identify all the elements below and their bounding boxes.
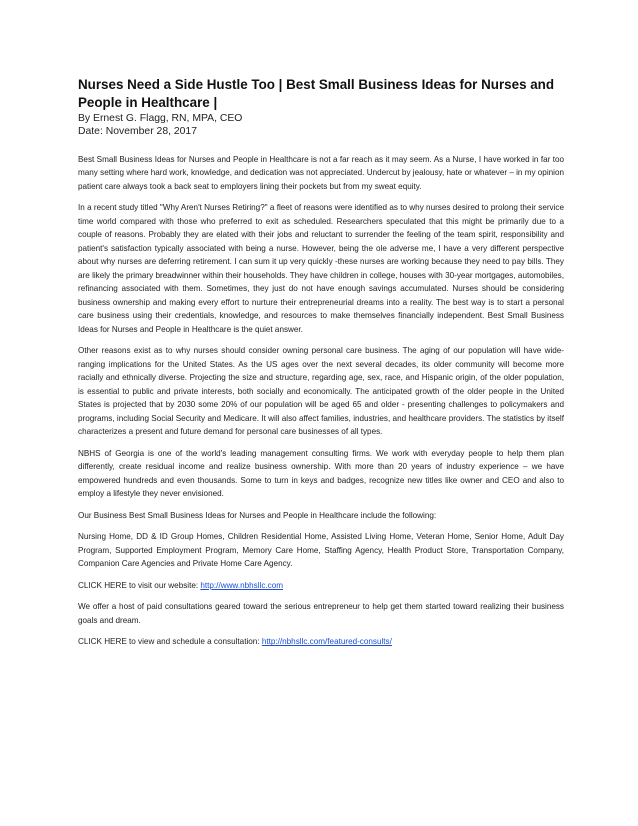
author-line: By Ernest G. Flagg, RN, MPA, CEO bbox=[78, 113, 243, 124]
consult-prefix: CLICK HERE to view and schedule a consultation: bbox=[78, 637, 262, 647]
paragraph-list-intro: Our Business Best Small Business Ideas for Nurses and People in Healthcare include the following: bbox=[78, 510, 437, 520]
website-prefix: CLICK HERE to visit our website: bbox=[78, 580, 201, 590]
website-link[interactable]: http://www.nbhsllc.com bbox=[200, 580, 284, 590]
website-line bbox=[78, 579, 564, 593]
document-page bbox=[78, 76, 564, 657]
byline bbox=[78, 112, 564, 139]
paragraph-aging: Other reasons exist as to why nurses should consider owning personal care business. The aging of our population will have wide-ranging implications for the United States. As the US ages over the next several decades, its older community will become more racially and ethnically diverse. Projecting the size and structure, regarding age, sex, race, and Hispanic origin, of the older population, is essential to public and private interests, both socially and economically. The anticipated growth of the older people in the United States is projected that by 2030 some 20% of our population will be aged 65 and older - presenting challenges to policymakers and programs, including Social Security and Medicare. It will also affect families, industries, and healthcare providers. The statistics by itself characterizes a present and future demand for personal care businesses of all types. bbox=[78, 346, 564, 437]
paragraph-nbhs: NBHS of Georgia is one of the world's leading management consulting firms. We work with everyday people to help them plan differently, create residual income and realize business ownership. With more than 20 years of industry experience – we have empowered hundreds and even thousands. Some to turn in keys and badges, recognize new titles like owner and CEO and also to employ a lifestyle they never envisioned. bbox=[78, 448, 564, 499]
date-line: Date: November 28, 2017 bbox=[78, 126, 197, 138]
paragraph-study: In a recent study titled "Why Aren't Nurses Retiring?" a fleet of reasons were identified as to why nurses desired to prolong their service time world compared with those who preferred to exit as scheduled. Researchers speculated that this might be primarily due to a couple of reasons. Probably they are elated with their jobs and reluctant to surrender the feeling of the team spirit, responsibility and patient's satisfaction typically associated with being a nurse. However, being the ole adverse me, I have a very different perspective about why nurses are deferring retirement. I can sum it up very quickly -these nurses are working because they need to pay bills. They are likely the primary breadwinner within their households. They have children in college, houses with 30-year mortgages, automobiles, refinancing associated with them. Sometimes, they just do not have enough savings accumulated. Nurses should be considering business ownership and making every effort to nurture their entrepreneurial dreams into a reality. The best way is to start a personal care business using their credentials, knowledge, and resources to make themselves financially independent. Best Small Business Ideas for Nurses and People in Healthcare is the quiet answer. bbox=[78, 203, 564, 334]
paragraph-consultations: We offer a host of paid consultations geared toward the serious entrepreneur to help get them started toward realizing their business goals and dream. bbox=[78, 602, 564, 625]
consult-line bbox=[78, 635, 564, 649]
paragraph-intro: Best Small Business Ideas for Nurses and People in Healthcare is not a far reach as it may seem. As a Nurse, I have worked in far too many setting where hard work, knowledge, and dedication was not appreciated. Undercut by jealousy, hate or whatever – in my opinion patient care always took a back seat to employers lining their pockets but from my sweat equity. bbox=[78, 154, 564, 191]
paragraph-business-list: Nursing Home, DD & ID Group Homes, Children Residential Home, Assisted Living Home, Veteran Home, Senior Home, Adult Day Program, Supported Employment Program, Memory Care Home, Staffing Agency, Health Product Store, Transportation Company, Companion Care Agencies and Private Home Care Agency. bbox=[78, 532, 564, 569]
consult-link[interactable]: http://nbhsllc.com/featured-consults/ bbox=[261, 637, 392, 647]
document-title: Nurses Need a Side Hustle Too | Best Small Business Ideas for Nurses and People in Healthcare | bbox=[78, 77, 555, 110]
